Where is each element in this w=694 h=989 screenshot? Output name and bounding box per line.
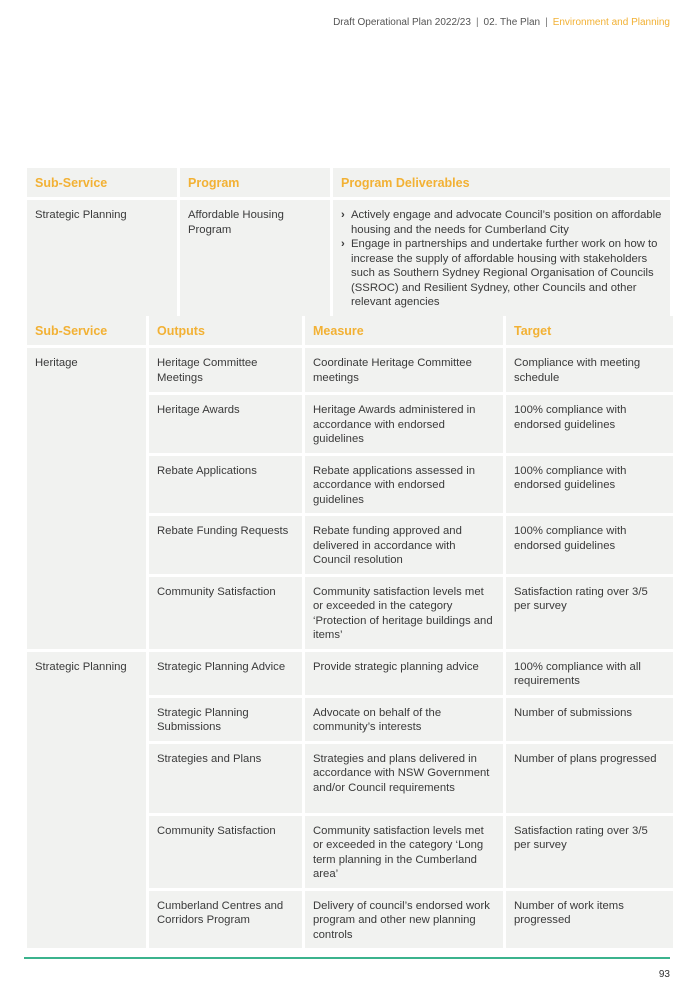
measure-cell: Provide strategic planning advice — [305, 652, 503, 695]
page-number: 93 — [658, 969, 670, 980]
program-deliverables-table — [24, 165, 673, 319]
measure-cell: Community satisfaction levels met or exceeded in the category ‘Long term planning in the Cumberland area’ — [305, 816, 503, 888]
measure-cell: Rebate applications assessed in accordance with endorsed guidelines — [305, 456, 503, 514]
output-cell: Strategies and Plans — [149, 744, 302, 813]
target-cell: Satisfaction rating over 3/5 per survey — [506, 577, 673, 649]
measure-cell: Strategies and plans delivered in accordance with NSW Government and/or Council requirements — [305, 744, 503, 813]
measure-cell: Coordinate Heritage Committee meetings — [305, 348, 503, 392]
doc-title: Draft Operational Plan 2022/23 — [333, 17, 471, 28]
outputs-table — [24, 313, 676, 951]
target-cell: 100% compliance with endorsed guidelines — [506, 395, 673, 453]
target-cell: Number of plans progressed — [506, 744, 673, 813]
target-cell: 100% compliance with all requirements — [506, 652, 673, 695]
table-header-row — [27, 316, 673, 345]
table-header-row — [27, 168, 670, 197]
output-cell: Cumberland Centres and Corridors Program — [149, 891, 302, 949]
output-cell: Rebate Applications — [149, 456, 302, 514]
target-cell: 100% compliance with endorsed guidelines — [506, 456, 673, 514]
table-row — [27, 348, 673, 392]
sub-service-cell: Heritage — [27, 348, 146, 649]
footer-divider — [24, 957, 670, 959]
measure-cell: Heritage Awards administered in accordance with endorsed guidelines — [305, 395, 503, 453]
output-cell: Heritage Awards — [149, 395, 302, 453]
target-cell: Number of work items progressed — [506, 891, 673, 949]
target-cell: Satisfaction rating over 3/5 per survey — [506, 816, 673, 888]
output-cell: Strategic Planning Submissions — [149, 698, 302, 741]
measure-cell: Rebate funding approved and delivered in accordance with Council resolution — [305, 516, 503, 574]
measure-cell: Delivery of council’s endorsed work program and other new planning controls — [305, 891, 503, 949]
output-cell: Rebate Funding Requests — [149, 516, 302, 574]
output-cell: Heritage Committee Meetings — [149, 348, 302, 392]
column-header: Outputs — [149, 316, 302, 345]
target-cell: Compliance with meeting schedule — [506, 348, 673, 392]
sub-service-cell: Strategic Planning — [27, 652, 146, 949]
measure-cell: Community satisfaction levels met or exceeded in the category ‘Protection of heritage buildings and items’ — [305, 577, 503, 649]
target-cell: Number of submissions — [506, 698, 673, 741]
measure-cell: Advocate on behalf of the community’s interests — [305, 698, 503, 741]
table-row — [27, 200, 670, 316]
column-header: Program Deliverables — [333, 168, 670, 197]
deliverables-cell — [333, 200, 670, 316]
section-name: 02. The Plan — [483, 17, 541, 28]
column-header: Target — [506, 316, 673, 345]
sub-service-cell: Strategic Planning — [27, 200, 177, 316]
column-header: Sub-Service — [27, 316, 146, 345]
column-header: Sub-Service — [27, 168, 177, 197]
deliverable-item: › Actively engage and advocate Council’s position on affordable housing and the needs for Cumberland City — [341, 208, 662, 237]
output-cell: Strategic Planning Advice — [149, 652, 302, 695]
page-header: Draft Operational Plan 2022/23 | 02. The Plan | Environment and Planning — [333, 17, 670, 28]
output-cell: Community Satisfaction — [149, 816, 302, 888]
chapter-name: Environment and Planning — [552, 17, 670, 28]
column-header: Program — [180, 168, 330, 197]
program-cell: Affordable Housing Program — [180, 200, 330, 316]
column-header: Measure — [305, 316, 503, 345]
target-cell: 100% compliance with endorsed guidelines — [506, 516, 673, 574]
deliverable-item: › Engage in partnerships and undertake further work on how to increase the supply of affordable housing with stakeholders such as Southern Sydney Regional Organisation of Councils (SSROC) and Resilient Sydney, other Councils and other relevant agencies — [341, 237, 662, 310]
output-cell: Community Satisfaction — [149, 577, 302, 649]
table-row — [27, 652, 673, 695]
